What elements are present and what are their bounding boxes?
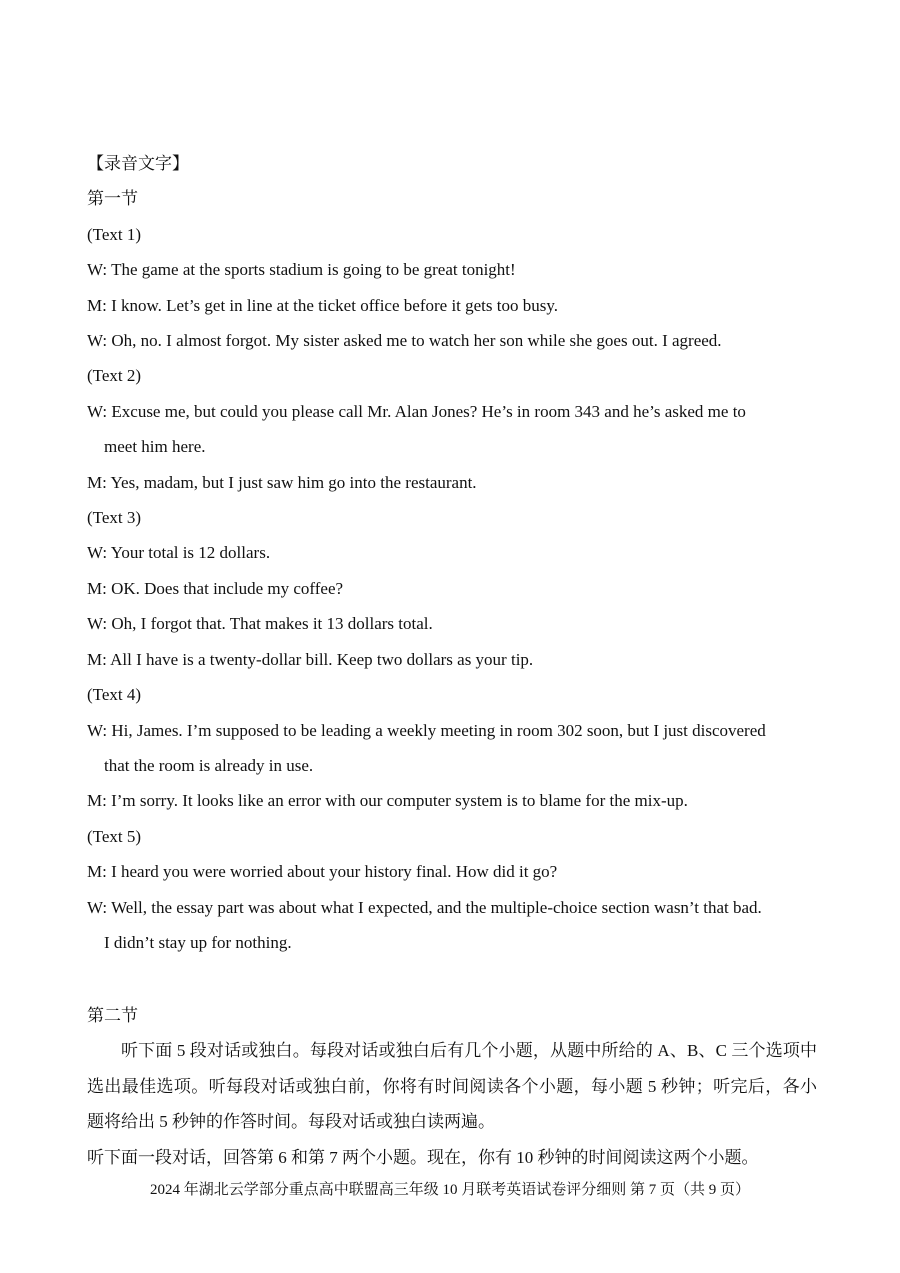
section-1-title: 第一节 <box>87 189 138 209</box>
dialogue-line: W: Oh, I forgot that. That makes it 13 dollars total. <box>87 614 433 634</box>
dialogue-line-continuation: that the room is already in use. <box>104 755 314 775</box>
text-3-label: (Text 3) <box>87 508 142 528</box>
dialogue-line: M: I’m sorry. It looks like an error with our computer system is to blame for the mix-up. <box>87 791 688 811</box>
section-2-title: 第二节 <box>87 1006 138 1025</box>
section-2 <box>87 998 822 1175</box>
page-footer: 2024 年湖北云学部分重点高中联盟高三年级 10 月联考英语试卷评分细则 第 7 页（共 9 页） <box>149 1182 750 1198</box>
dialogue-line: W: Oh, no. I almost forgot. My sister asked me to watch her son while she goes out. I agreed. <box>87 331 722 351</box>
dialogue-line: W: Hi, James. I’m supposed to be leading a weekly meeting in room 302 soon, but I just discovered <box>87 720 766 740</box>
text-4-label: (Text 4) <box>87 685 142 705</box>
dialogue-line: M: I heard you were worried about your history final. How did it go? <box>87 862 558 882</box>
dialogue-line: M: OK. Does that include my coffee? <box>87 578 344 598</box>
section-2-prompt: 听下面一段对话，回答第 6 和第 7 两个小题。现在，你有 10 秒钟的时间阅读这两个小题。 <box>87 1147 759 1167</box>
dialogue-line-continuation: I didn’t stay up for nothing. <box>104 932 292 952</box>
text-1-label: (Text 1) <box>87 224 142 244</box>
transcript-section-1 <box>87 146 822 960</box>
text-5-label: (Text 5) <box>87 826 142 846</box>
section-2-instructions: 听下面 5 段对话或独白。每段对话或独白后有几个小题，从题中所给的 A、B、C 三个选项中选出最佳选项。听每段对话或独白前，你将有时间阅读各个小题，每小题 5 秒钟；听完后，各小题将给出 5 秒钟的作答时间。每段对话或独白读两遍。 <box>87 1041 817 1132</box>
dialogue-line: M: I know. Let’s get in line at the ticket office before it gets too busy. <box>87 295 559 315</box>
dialogue-line: M: Yes, madam, but I just saw him go into the restaurant. <box>87 472 477 492</box>
dialogue-line-continuation: meet him here. <box>104 437 206 457</box>
text-2-label: (Text 2) <box>87 366 142 386</box>
dialogue-line: W: Excuse me, but could you please call Mr. Alan Jones? He’s in room 343 and he’s asked me to <box>87 401 746 421</box>
dialogue-line: M: All I have is a twenty-dollar bill. Keep two dollars as your tip. <box>87 649 534 669</box>
dialogue-line: W: The game at the sports stadium is going to be great tonight! <box>87 260 516 280</box>
dialogue-line: W: Well, the essay part was about what I expected, and the multiple-choice section wasn’t that bad. <box>87 897 762 917</box>
dialogue-line: W: Your total is 12 dollars. <box>87 543 271 563</box>
recording-transcript-label: 【录音文字】 <box>87 154 189 173</box>
